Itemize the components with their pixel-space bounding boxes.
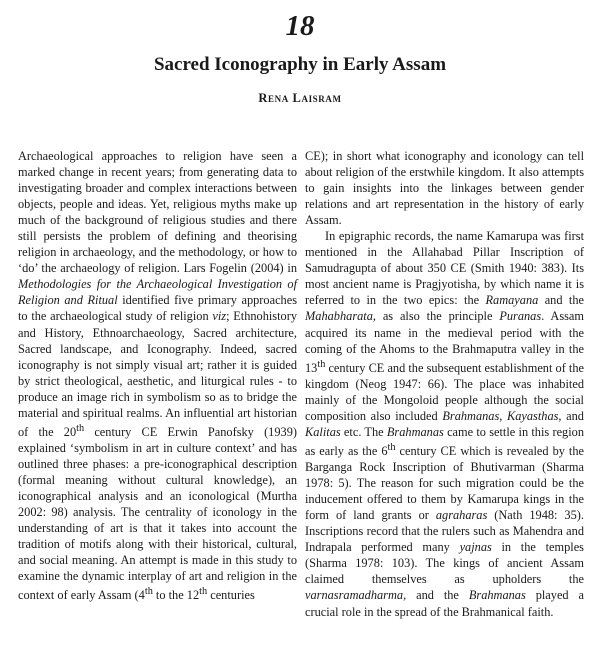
text-span: ; Ethnohistory and History, Ethnoarchaeology, Sacred architecture, Sacred landscape, and Iconography. Indeed, sacred iconography is not simply visual art; rather it is guided by strict theological, aesthetic, and liturgical rules - to produce an image rich in symbolism so as to bridge the material and spiritual realms. An influential art historian of the 20	[18, 309, 297, 439]
book-title-italic: Methodologies for the Archaeological Investigation of Religion and Ritual	[18, 277, 297, 308]
chapter-title: Sacred Iconography in Early Assam	[153, 54, 447, 75]
text-span: century CE Erwin Panofsky (1939) explained ‘symbolism in art in culture context’ and has outlined three phases: a pre-iconographical description (formal meaning without cultural knowledge), an iconographical analysis and an iconological (Murtha 2002: 98) analysis. The centrality of iconology in the understanding of art is that it takes into account the tradition of motifs along with their historical, cultural, and social meaning. An attempt is made in this study to examine the dynamic interplay of art and religion in the context of early Assam (4	[18, 424, 297, 603]
superscript: th	[317, 358, 326, 370]
epigraphic-paragraph	[305, 228, 584, 619]
continuation-paragraph: CE); in short what iconography and iconology can tell about religion of the erstwhile kingdom. It also attempts to gain insights into the linkages between gender relations and art representation in the history of early Assam.	[305, 149, 584, 228]
text-span: . Assam acquired its name in the medieval period with the coming of the Ahoms to the Brahmaputra valley in the 13	[305, 309, 585, 375]
intro-paragraph	[18, 148, 297, 604]
chapter-number: 18	[285, 10, 315, 42]
author-name: Rena Laisram	[258, 91, 342, 105]
superscript: th	[76, 422, 85, 434]
italic-term: yajnas	[459, 540, 492, 555]
text-span: Archaeological approaches to religion have seen a marked change in recent years; from generating data to investigating broader and complex interactions between objects, people and ideas. Yet, religious myths make up much of the background of religious studies and there still persists the problem of defining and theorising religion in archaeology, and the methodology, or how to ‘do’ the archaeology of religion. Lars Fogelin (2004) in	[18, 149, 297, 276]
text-span: century CE which is revealed by the Barganga Rock Inscription of Bhutivarman (Sharma 1978: 5). The reason for such migration could be the inducement offered to them by Kamarupa kings in the form of land grants or	[305, 444, 584, 523]
text-span: identified five primary approaches to the archaeological study of religion	[18, 293, 298, 324]
text-span: in the temples (Sharma 1978: 103). The kings of ancient Assam claimed themselves as upholders the	[305, 540, 584, 587]
text-span: centuries	[207, 588, 255, 603]
italic-term: agraharas	[435, 508, 488, 523]
text-span: (Nath 1948: 35). Inscriptions record that the rulers such as Mahendra and Indrapala performed many	[305, 508, 584, 555]
text-span: In epigraphic records, the name Kamarupa was first mentioned in the Allahabad Pillar Inscription of Samudragupta of about 350 CE (Smith 1940: 383). Its most ancient name is Pragjyotisha, by which name it is referred to in the two epics: the	[305, 229, 584, 308]
italic-term: Puranas	[499, 309, 542, 324]
text-span: , and the	[403, 588, 469, 603]
text-span: to the 12	[152, 588, 200, 603]
text-span: and the	[538, 293, 584, 308]
left-text-column	[18, 148, 297, 604]
viz-italic: viz	[212, 309, 227, 324]
italic-term: Mahabharata	[305, 309, 373, 324]
text-span: etc. The	[340, 424, 387, 439]
text-span: , as also the principle	[372, 309, 500, 324]
superscript: th	[387, 441, 396, 453]
text-span: came to settle in this region as early as the 6	[305, 424, 584, 459]
text-span: played a crucial role in the spread of the Brahmanical faith.	[305, 588, 584, 619]
text-span: and	[561, 408, 584, 423]
text-span: century CE and the subsequent establishment of the kingdom (Neog 1947: 66). The place was inhabited mainly of the Mongoloid people although the social composition also included	[305, 360, 584, 423]
superscript: th	[144, 586, 153, 598]
right-text-column	[305, 148, 584, 620]
italic-term: Brahmanas, Kayasthas,	[442, 408, 562, 423]
superscript: th	[199, 586, 208, 598]
italic-term: Ramayana	[485, 293, 539, 308]
italic-term: Brahmanas	[468, 588, 526, 603]
italic-term: Kalitas	[305, 424, 341, 439]
italic-term: varnasramadharma	[305, 588, 404, 603]
italic-term: Brahmanas	[386, 424, 444, 439]
